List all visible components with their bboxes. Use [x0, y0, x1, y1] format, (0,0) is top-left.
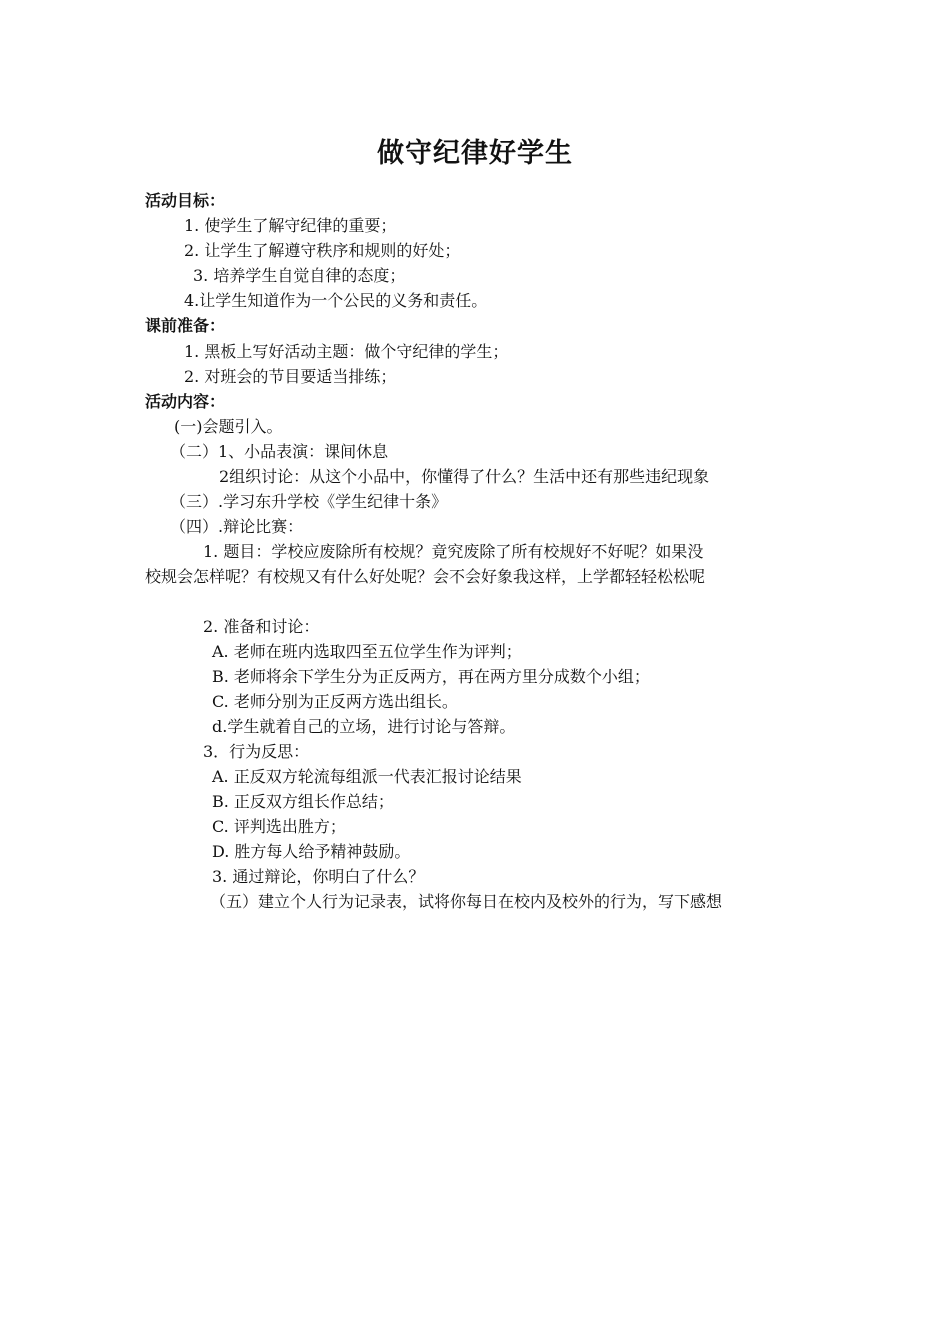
reflection-item: A. 正反双方轮流每组派一代表汇报讨论结果: [212, 767, 522, 786]
content-heading: 活动内容：: [145, 392, 226, 411]
prep-heading: 课前准备：: [145, 316, 226, 335]
prep-discussion-heading: 2. 准备和讨论：: [203, 617, 320, 636]
prep-discussion-item: A. 老师在班内选取四至五位学生作为评判；: [212, 642, 522, 661]
prep-discussion-item: d.学生就着自己的立场，进行讨论与答辩。: [212, 717, 516, 736]
debate-topic-line-1: 1. 题目：学校应废除所有校规？竟究废除了所有校规好不好呢？如果没: [203, 542, 704, 561]
content-part-2-discussion: 2组织讨论：从这个小品中，你懂得了什么？生活中还有那些违纪现象: [219, 467, 710, 486]
debate-topic-line-2: 校规会怎样呢？有校规又有什么好处呢？会不会好象我这样，上学都轻轻松松呢: [145, 567, 706, 586]
prep-discussion-item: C. 老师分别为正反两方选出组长。: [212, 692, 458, 711]
goal-item: 4.让学生知道作为一个公民的义务和责任。: [184, 291, 488, 310]
goal-item: 3. 培养学生自觉自律的态度；: [193, 266, 406, 285]
content-part-2: （二）1、小品表演：课间休息: [170, 442, 389, 461]
prep-item: 2. 对班会的节目要适当排练；: [184, 367, 397, 386]
reflection-item: 3. 通过辩论，你明白了什么？: [212, 867, 425, 886]
goals-heading: 活动目标：: [145, 191, 226, 210]
goal-item: 1. 使学生了解守纪律的重要；: [184, 216, 397, 235]
content-part-3: （三）.学习东升学校《学生纪律十条》: [170, 492, 448, 511]
reflection-item: B. 正反双方组长作总结；: [212, 792, 394, 811]
content-part-5: （五）建立个人行为记录表，试将你每日在校内及校外的行为，写下感想: [210, 892, 723, 911]
prep-item: 1. 黑板上写好活动主题：做个守纪律的学生；: [184, 342, 509, 361]
reflection-item: C. 评判选出胜方；: [212, 817, 346, 836]
content-part-1: (一)会题引入。: [174, 417, 283, 436]
reflection-heading: 3．行为反思：: [203, 742, 310, 761]
reflection-item: D. 胜方每人给予精神鼓励。: [212, 842, 411, 861]
prep-discussion-item: B. 老师将余下学生分为正反两方，再在两方里分成数个小组；: [212, 667, 650, 686]
content-part-4: （四）.辩论比赛：: [170, 517, 304, 536]
document-title: 做守纪律好学生: [377, 138, 573, 169]
goal-item: 2. 让学生了解遵守秩序和规则的好处；: [184, 241, 461, 260]
